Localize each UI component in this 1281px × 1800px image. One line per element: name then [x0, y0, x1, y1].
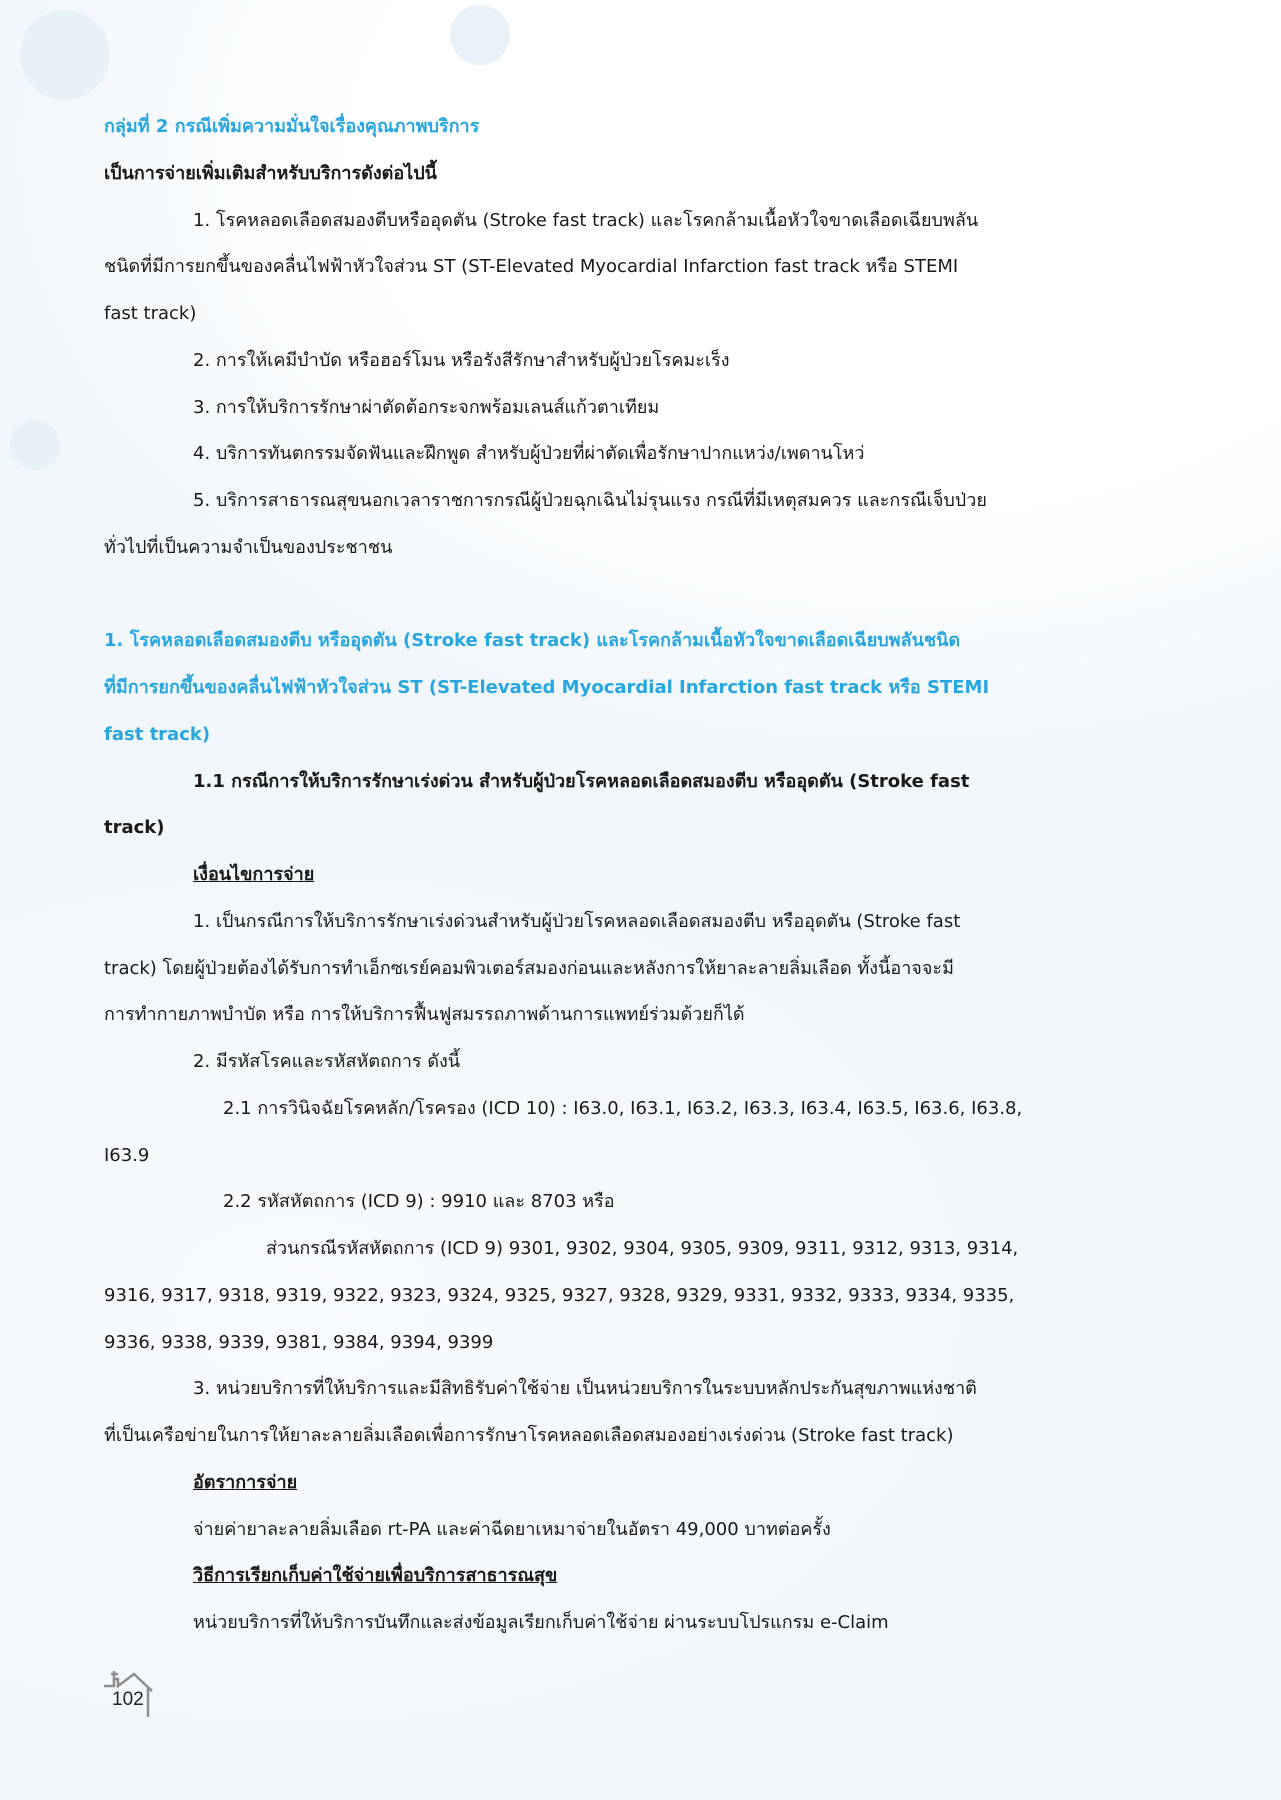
section-heading: 1. โรคหลอดเลือดสมองตีบ หรืออุดตัน (Stroke fast track) และโรคกล้ามเนื้อหัวใจขาดเลือดเฉียบพลันชนิด — [104, 630, 961, 652]
group-title: กลุ่มที่ 2 กรณีเพิ่มความมั่นใจเรื่องคุณภาพบริการ — [104, 116, 480, 137]
condition-text: 3. หน่วยบริการที่ให้บริการและมีสิทธิรับค่าใช้จ่าย เป็นหน่วยบริการในระบบหลักประกันสุขภาพแห่งชาติ — [193, 1378, 977, 1400]
condition-text: การทำกายภาพบำบัด หรือ การให้บริการฟื้นฟูสมรรถภาพด้านการแพทย์ร่วมด้วยก็ได้ — [104, 1004, 745, 1026]
list-item: fast track) — [104, 303, 197, 324]
condition-text: track) โดยผู้ป่วยต้องได้รับการทำเอ็กซเรย์คอมพิวเตอร์สมองก่อนและหลังการให้ยาละลายลิ่มเลือด ทั้งนี้อาจจะมี — [104, 957, 954, 979]
document-page — [104, 0, 1170, 1647]
icd10-codes: I63.9 — [104, 1144, 150, 1166]
condition-text: ที่เป็นเครือข่ายในการให้ยาละลายลิ่มเลือดเพื่อการรักษาโรคหลอดเลือดสมองอย่างเร่งด่วน (Stroke fast track) — [104, 1425, 954, 1446]
list-item: 1. โรคหลอดเลือดสมองตีบหรืออุดตัน (Stroke fast track) และโรคกล้ามเนื้อหัวใจขาดเลือดเฉียบพลัน — [193, 209, 979, 231]
condition-text: 2. มีรหัสโรคและรหัสหัตถการ ดังนี้ — [193, 1051, 461, 1072]
virus-decoration-icon — [20, 10, 110, 100]
spacer — [104, 572, 1170, 619]
section-heading: ที่มีการยกขึ้นของคลื่นไฟฟ้าหัวใจส่วน ST (ST-Elevated Myocardial Infarction fast track หรือ STEMI — [104, 677, 990, 698]
conditions-title: เงื่อนไขการจ่าย — [193, 864, 315, 885]
icd9-codes: 9336, 9338, 9339, 9381, 9384, 9394, 9399 — [104, 1331, 494, 1353]
condition-text: 1. เป็นกรณีการให้บริการรักษาเร่งด่วนสำหรับผู้ป่วยโรคหลอดเลือดสมองตีบ หรืออุดตัน (Stroke fast — [193, 910, 961, 932]
claim-title: วิธีการเรียกเก็บค่าใช้จ่ายเพื่อบริการสาธารณสุข — [193, 1565, 558, 1587]
subsection-heading: track) — [104, 817, 165, 839]
icd10-codes: 2.1 การวินิจฉัยโรคหลัก/โรครอง (ICD 10) : I63.0, I63.1, I63.2, I63.3, I63.4, I63.5, I63.6, I63.8, — [223, 1097, 1023, 1119]
section-heading: fast track) — [104, 723, 211, 745]
page-number: 102 — [112, 1688, 144, 1710]
rate-text: จ่ายค่ายาละลายลิ่มเลือด rt-PA และค่าฉีดยาเหมาจ่ายในอัตรา 49,000 บาทต่อครั้ง — [193, 1518, 831, 1540]
icd9-codes: ส่วนกรณีรหัสหัตถการ (ICD 9) 9301, 9302, 9304, 9305, 9309, 9311, 9312, 9313, 9314, — [266, 1238, 1019, 1259]
list-item: ชนิดที่มีการยกขึ้นของคลื่นไฟฟ้าหัวใจส่วน ST (ST-Elevated Myocardial Infarction fast track หรือ STEMI — [104, 256, 959, 278]
rate-title: อัตราการจ่าย — [193, 1471, 298, 1493]
list-item: ทั่วไปที่เป็นความจำเป็นของประชาชน — [104, 536, 393, 558]
list-item: 4. บริการทันตกรรมจัดฟันและฝึกพูด สำหรับผู้ป่วยที่ผ่าตัดเพื่อรักษาปากแหว่ง/เพดานโหว่ — [193, 443, 865, 465]
icd9-codes: 2.2 รหัสหัตถการ (ICD 9) : 9910 และ 8703 หรือ — [223, 1191, 615, 1213]
list-item: 2. การให้เคมีบำบัด หรือฮอร์โมน หรือรังสีรักษาสำหรับผู้ป่วยโรคมะเร็ง — [193, 349, 730, 371]
subsection-heading: 1.1 กรณีการให้บริการรักษาเร่งด่วน สำหรับผู้ป่วยโรคหลอดเลือดสมองตีบ หรืออุดตัน (Stroke fast — [193, 770, 970, 792]
page-footer — [104, 1667, 164, 1717]
claim-text: หน่วยบริการที่ให้บริการบันทึกและส่งข้อมูลเรียกเก็บค่าใช้จ่าย ผ่านระบบโปรแกรม e-Claim — [193, 1612, 889, 1633]
icd9-codes: 9316, 9317, 9318, 9319, 9322, 9323, 9324, 9325, 9327, 9328, 9329, 9331, 9332, 9333, 9334, 9335, — [104, 1284, 1015, 1306]
group-subtitle: เป็นการจ่ายเพิ่มเติมสำหรับบริการดังต่อไปนี้ — [104, 162, 437, 184]
list-item: 3. การให้บริการรักษาผ่าตัดต้อกระจกพร้อมเลนส์แก้วตาเทียม — [193, 396, 660, 418]
virus-decoration-icon — [10, 420, 60, 470]
list-item: 5. บริการสาธารณสุขนอกเวลาราชการกรณีผู้ป่วยฉุกเฉินไม่รุนแรง กรณีที่มีเหตุสมควร และกรณีเจ็บป่วย — [193, 490, 987, 511]
